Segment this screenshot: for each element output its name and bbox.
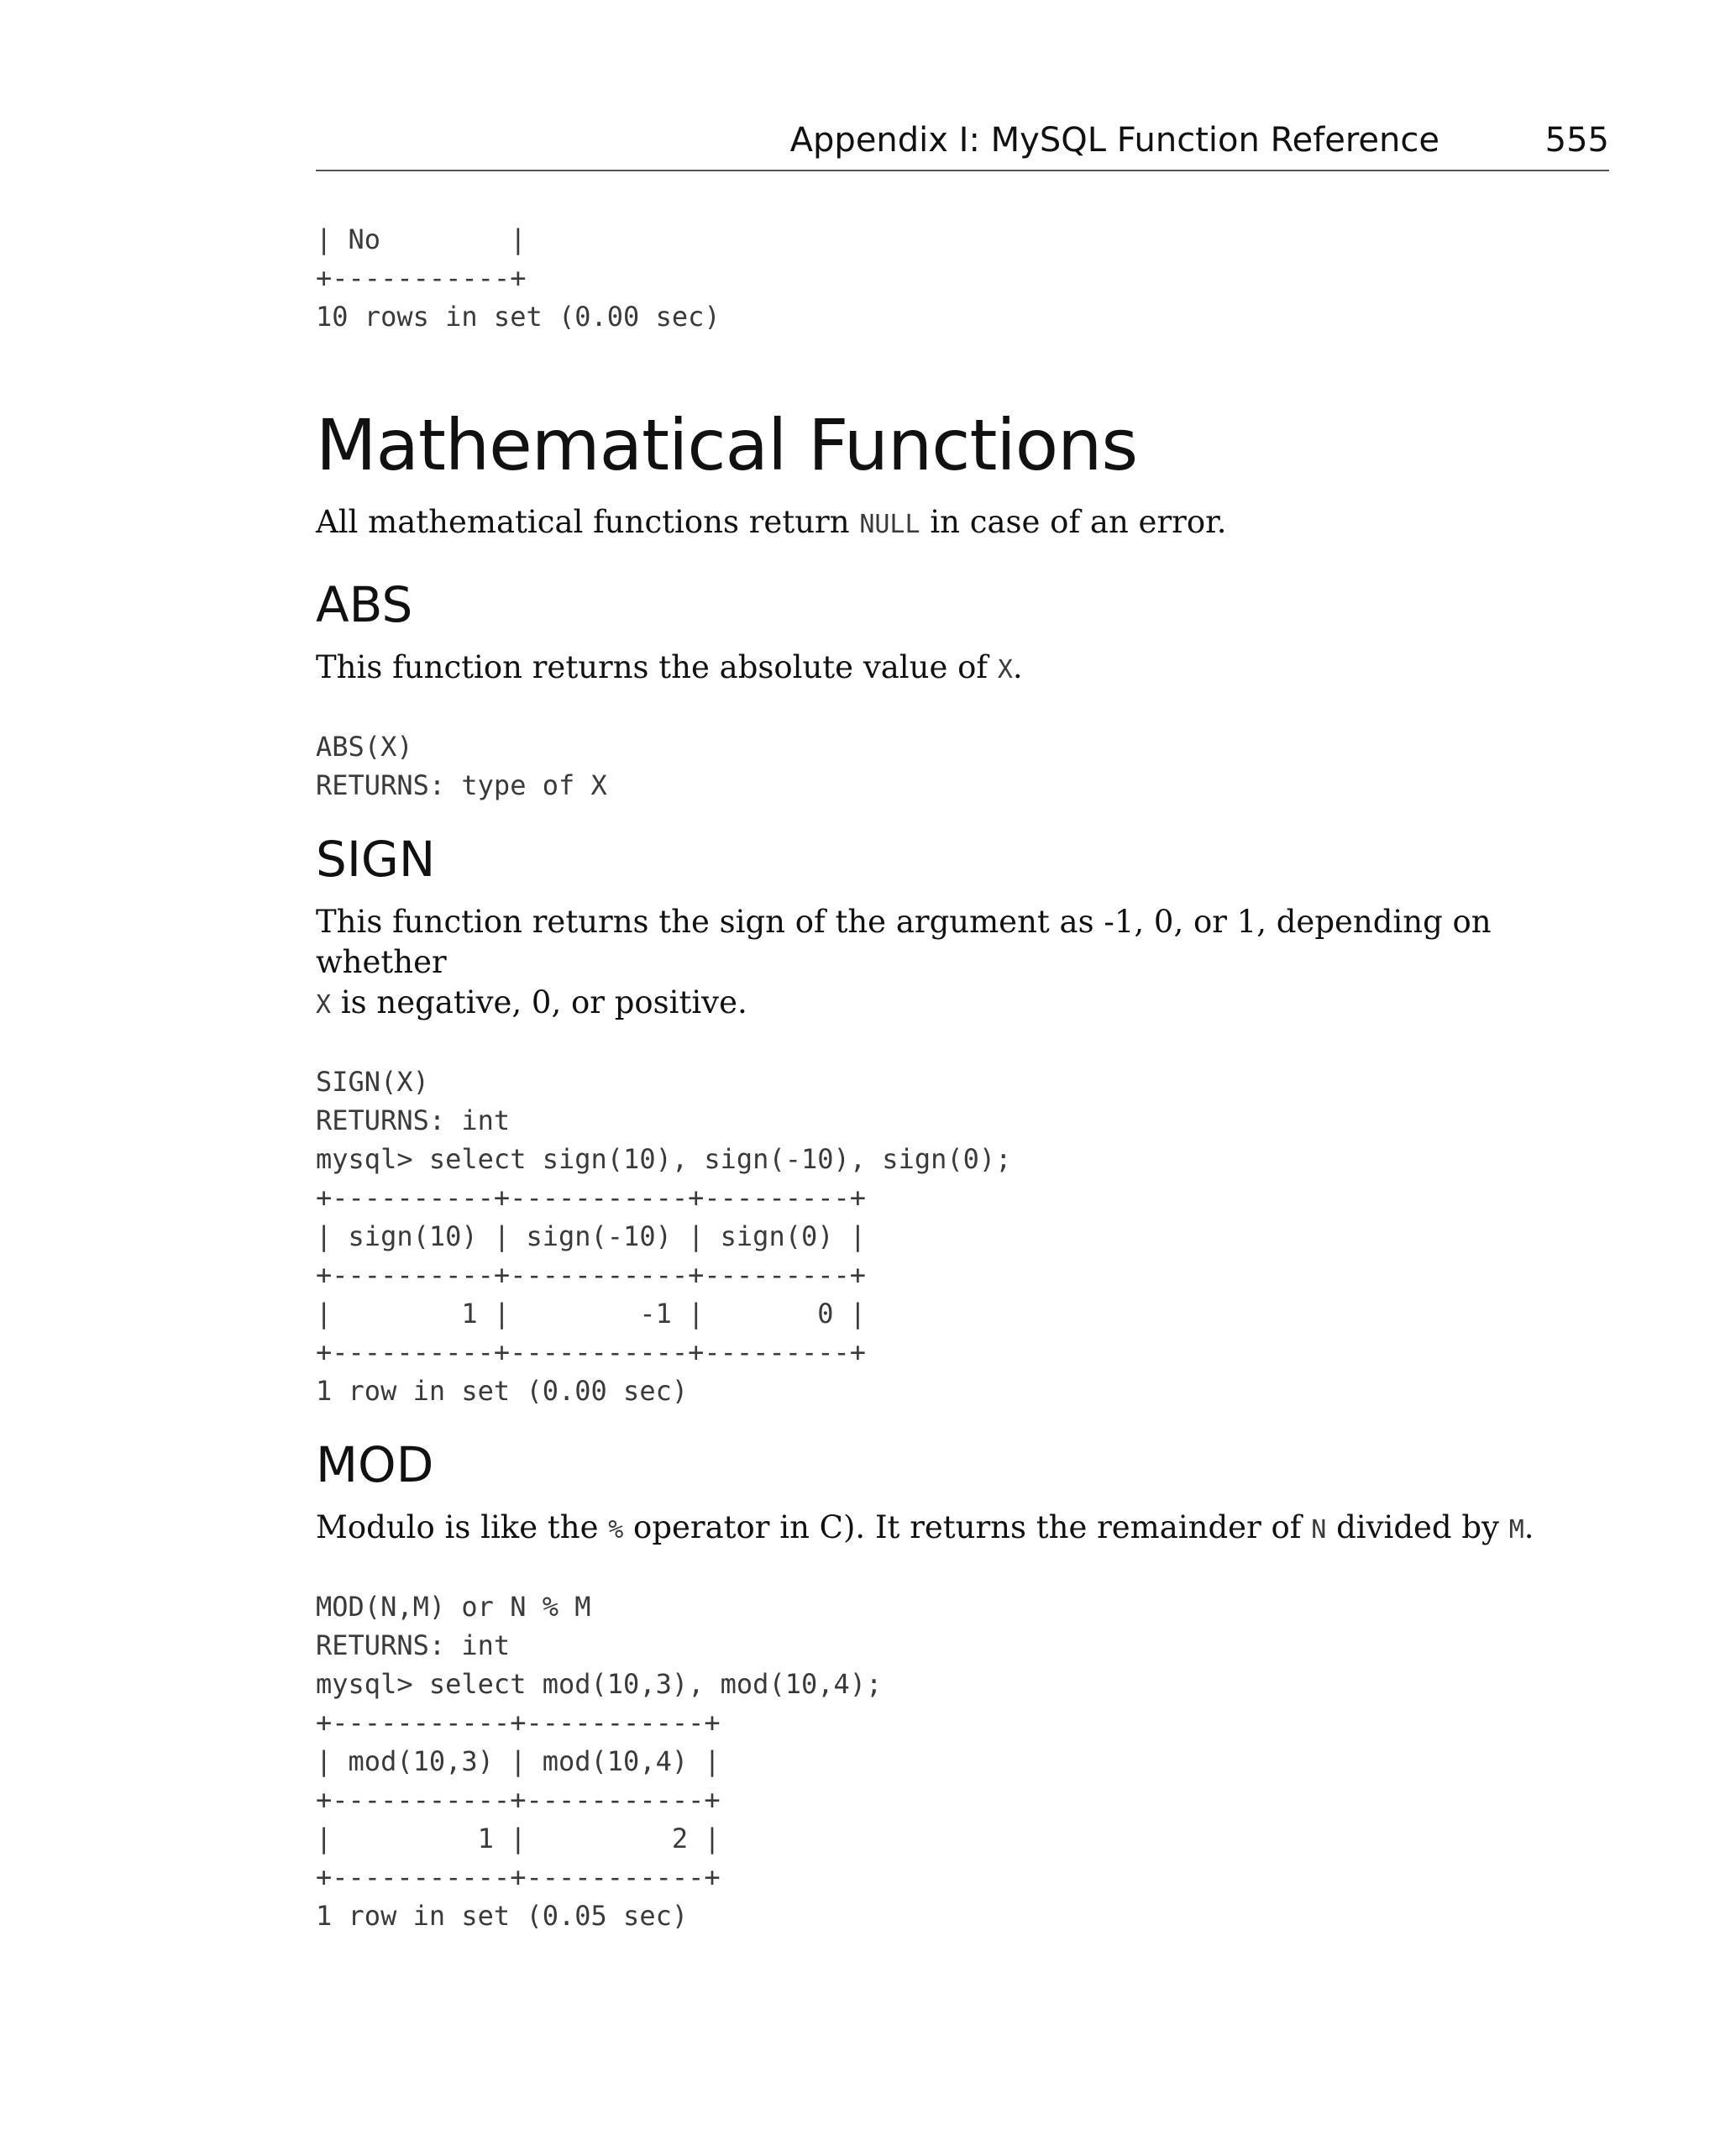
section-heading-mod: MOD: [316, 1436, 434, 1493]
mod-desc-code-percent: %: [608, 1515, 624, 1545]
intro-code-null: NULL: [859, 510, 920, 539]
mod-desc-end: .: [1523, 1509, 1534, 1545]
sign-description: [316, 902, 1609, 1026]
query-result-tail: | No | +-----------+ 10 rows in set (0.00 sec): [316, 223, 721, 333]
sign-desc-line1: This function returns the sign of the argument as -1, 0, or 1, depending on whether: [316, 904, 1492, 980]
section-heading-abs: ABS: [316, 576, 413, 633]
abs-code-block: ABS(X) RETURNS: type of X: [316, 731, 607, 801]
section-heading-sign: SIGN: [316, 831, 436, 888]
abs-desc-end: .: [1012, 649, 1023, 685]
mod-desc-code-m: M: [1508, 1515, 1524, 1545]
header-title: Appendix I: MySQL Function Reference: [789, 121, 1439, 160]
chapter-title: Mathematical Functions: [316, 404, 1138, 486]
page-content: [316, 220, 1609, 1935]
mod-code-block: MOD(N,M) or N % M RETURNS: int mysql> select mod(10,3), mod(10,4); +-----------+-----------+ | mod(10,3) | mod(10,4) | +-----------+-----------+ | 1 | 2 | +-----------+-----------+ 1 row in set (0.05 sec): [316, 1591, 883, 1932]
sign-code-block: SIGN(X) RETURNS: int mysql> select sign(10), sign(-10), sign(0); +----------+-----------+---------+ | sign(10) | sign(-10) | sign(0) | +----------+-----------+---------+ | 1 | -1 | 0 | +----------+-----------+---------+ 1 row in set (0.00 sec): [316, 1066, 1012, 1407]
sign-desc-code: X: [316, 990, 332, 1020]
mod-desc-mid2: divided by: [1326, 1509, 1509, 1545]
intro-paragraph: [316, 502, 1609, 545]
abs-desc-text: This function returns the absolute value of: [316, 649, 998, 685]
running-header: [316, 116, 1609, 171]
mod-desc-code-n: N: [1311, 1515, 1327, 1545]
sign-desc-line2: is negative, 0, or positive.: [331, 984, 747, 1020]
intro-text-end: in case of an error.: [920, 504, 1227, 540]
abs-desc-code: X: [997, 655, 1013, 685]
intro-text-start: All mathematical functions return: [316, 504, 860, 540]
mod-desc-mid: operator in C). It returns the remainder of: [623, 1509, 1312, 1545]
mod-desc-text: Modulo is like the: [316, 1509, 609, 1545]
abs-description: [316, 648, 1609, 690]
mod-description: [316, 1508, 1609, 1550]
page-number: 555: [1544, 121, 1609, 160]
